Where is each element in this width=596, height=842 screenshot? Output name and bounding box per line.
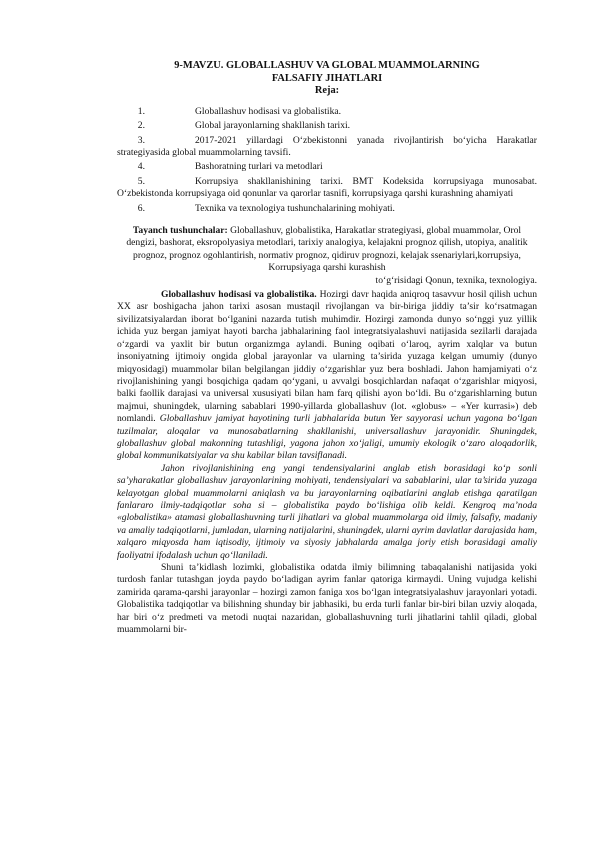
key-terms-last: to‘g‘risidagi Qonun, texnika, texnologiya. [375, 274, 537, 286]
paragraph-1-heading: Globallashuv hodisasi va globalistika. [161, 289, 317, 301]
key-terms [117, 225, 537, 287]
paragraph-1-definition: Globallashuv jamiyat hayotining turli jabhalarida butun Yer sayyorasi uchun yagona bo‘lgan tuzilmalar, aloqalar va munosabatlarning shakllanishi, universallashuv jarayonidir. Shuningdek, globallashuv global makonning tutashligi, yagona jahon xo‘jaligi, umumiy ekologik o‘zaro aloqadorlik, global kommunikatsiyalar va shu kabilar bilan tavsiflanadi. [117, 413, 537, 462]
document-title [117, 60, 537, 85]
plan-item: 3. 2017-2021 yillardagi O‘zbekistonni yanada rivojlantirish bo‘yicha Harakatlar strategiyasida global muammolarning tavsifi. [117, 134, 537, 158]
paragraph-3: Shuni ta’kidlash lozimki, globalistika odatda ilmiy bilimning tabaqalanishi natijasida yoki turdosh fanlar tutashgan joyda paydo bo‘ladigan ayrim fanlar qatoriga kirmaydi. Uning vujudga kelishi zamirida qarama-qarshi jarayonlar – hozirgi zamon faniga xos bo‘lgan integratsiyalashuv jarayonlari yotadi. Globalistika tadqiqotlar va bilishning shunday bir jabhasiki, bu erda turli fanlar bir-biri bilan uzviy aloqada, har biri o‘z predmeti va metodi nuqtai nazaridan, globallashuvning turli jihatlarini tahlil qiladi, global muammolarni bir- [117, 562, 537, 636]
key-terms-text: Globallashuv, globalistika, Harakatlar strategiyasi, global muammolar, Orol dengizi, bashorat, eksropolyasiya metodlari, tarixiy analogiya, kelajakni prognoz qilish, utopiya, analitik prognoz, prognoz ogohlantirish, normativ prognoz, qidiruv prognozi, kelajak ssenariylari,korrupsiya, Korrupsiyaga qarshi kurashish [126, 225, 528, 274]
document-page [117, 60, 537, 636]
paragraph-1: Globallashuv hodisasi va globalistika. Hozirgi davr haqida aniqroq tasavvur hosil qilish uchun XX asr boshigacha jahon tarixi asosan mustaqil rivojlangan va bir-biriga jiddiy ta’sir ko‘rsatmagan sivilizatsiyalardan iborat bo‘lganini nazarda tutish muhimdir. Hozirgi zamonda dunyo so‘nggi yuz yillik ichida yuz bergan jamiyat hayoti barcha jabhalarining faol integratsiyalashuvi natijasida sezilarli darajada o‘zgardi va yaxlit bir butun organizmga aylandi. Buning oqibati o‘laroq, ayrim xalqlar va butun insoniyatning ijtimoiy ongida global jarayonlar va ularning ta’sirida yuzaga kelgan umumiy (dunyo miqyosidagi) muammolar bilan belgilangan jiddiy o‘zgarishlar yuz bera boshladi. Jahon hamjamiyati o‘z rivojlanishining yangi bosqichiga qadam qo‘ygani, u avvalgi bosqichlardan nafaqat o‘zgarishlar miqyosi, balki faollik darajasi va universal xususiyati bilan ham farq qilishi ayon bo‘ldi. Bu o‘zgarishlarning butun majmui, shuningdek, ularning sabablari 1990-yillarda globallashuv (lot. «globus» – «Yer kurrasi») deb nomlandi. Globallashuv jamiyat hayotining turli jabhalarida butun Yer sayyorasi uchun yagona bo‘lgan tuzilmalar, aloqalar va munosabatlarning shakllanishi, universallashuv jarayonidir. Shuningdek, globallashuv global makonning tutashligi, yagona jahon xo‘jaligi, umumiy ekologik o‘zaro aloqadorlik, global kommunikatsiyalar va shu kabilar bilan tavsiflanadi. [117, 289, 537, 462]
paragraph-2: Jahon rivojlanishining eng yangi tendensiyalarini anglab etish borasidagi ko‘p sonli sa’yharakatlar globallashuv jarayonlarining mohiyati, tendensiyalari va sabablarini, ular ta’sirida yuzaga kelayotgan global muammolarni aniqlash va bu jarayonlarning oqibatlarini anglab etishga qaratilgan fanlararo ilmiy-tadqiqotlar soha si – globalistika paydo bo‘lishiga olib keldi. Kengroq ma’noda «globalistika» atamasi globallashuvning turli jihatlari va global muammolarga oid ilmiy, falsafiy, madaniy va amaliy tadqiqotlarni, jumladan, ularning natijalarini, shuningdek, ularni ayrim davlatlar darajasida ham, xalqaro miqyosda ham iqtisodiy, ijtimoiy va siyosiy jabhalarda amalga joriy etish borasidagi amaliy faoliyatni ifodalash uchun qo‘llaniladi. [117, 462, 537, 561]
plan-item: 2. Global jarayonlarning shakllanish tarixi. [137, 120, 351, 132]
plan-heading: Reja: [314, 85, 340, 97]
key-terms-label: Tayanch tushunchalar: [132, 225, 228, 237]
plan-item: 5. Korrupsiya shakllanishining tarixi. BMT Kodeksida korrupsiyaga munosabat. O‘zbekistonda korrupsiyaga oid qonunlar va qarorlar tasnifi, korrupsiyaga qarshi kurashning ahamiyati [117, 175, 537, 200]
plan-item: 4. Bashoratning turlari va metodlari [137, 161, 323, 173]
plan-item: 6. Texnika va texnologiya tushunchalarining mohiyati. [137, 202, 395, 214]
title-line-1: 9-MAVZU. GLOBALLASHUV VA GLOBAL MUAMMOLARNING [174, 60, 480, 71]
plan-item: 1. Globallashuv hodisasi va globalistika. [137, 105, 342, 117]
title-line-2: FALSAFIY JIHATLARI [271, 72, 383, 84]
plan-list [117, 106, 537, 215]
